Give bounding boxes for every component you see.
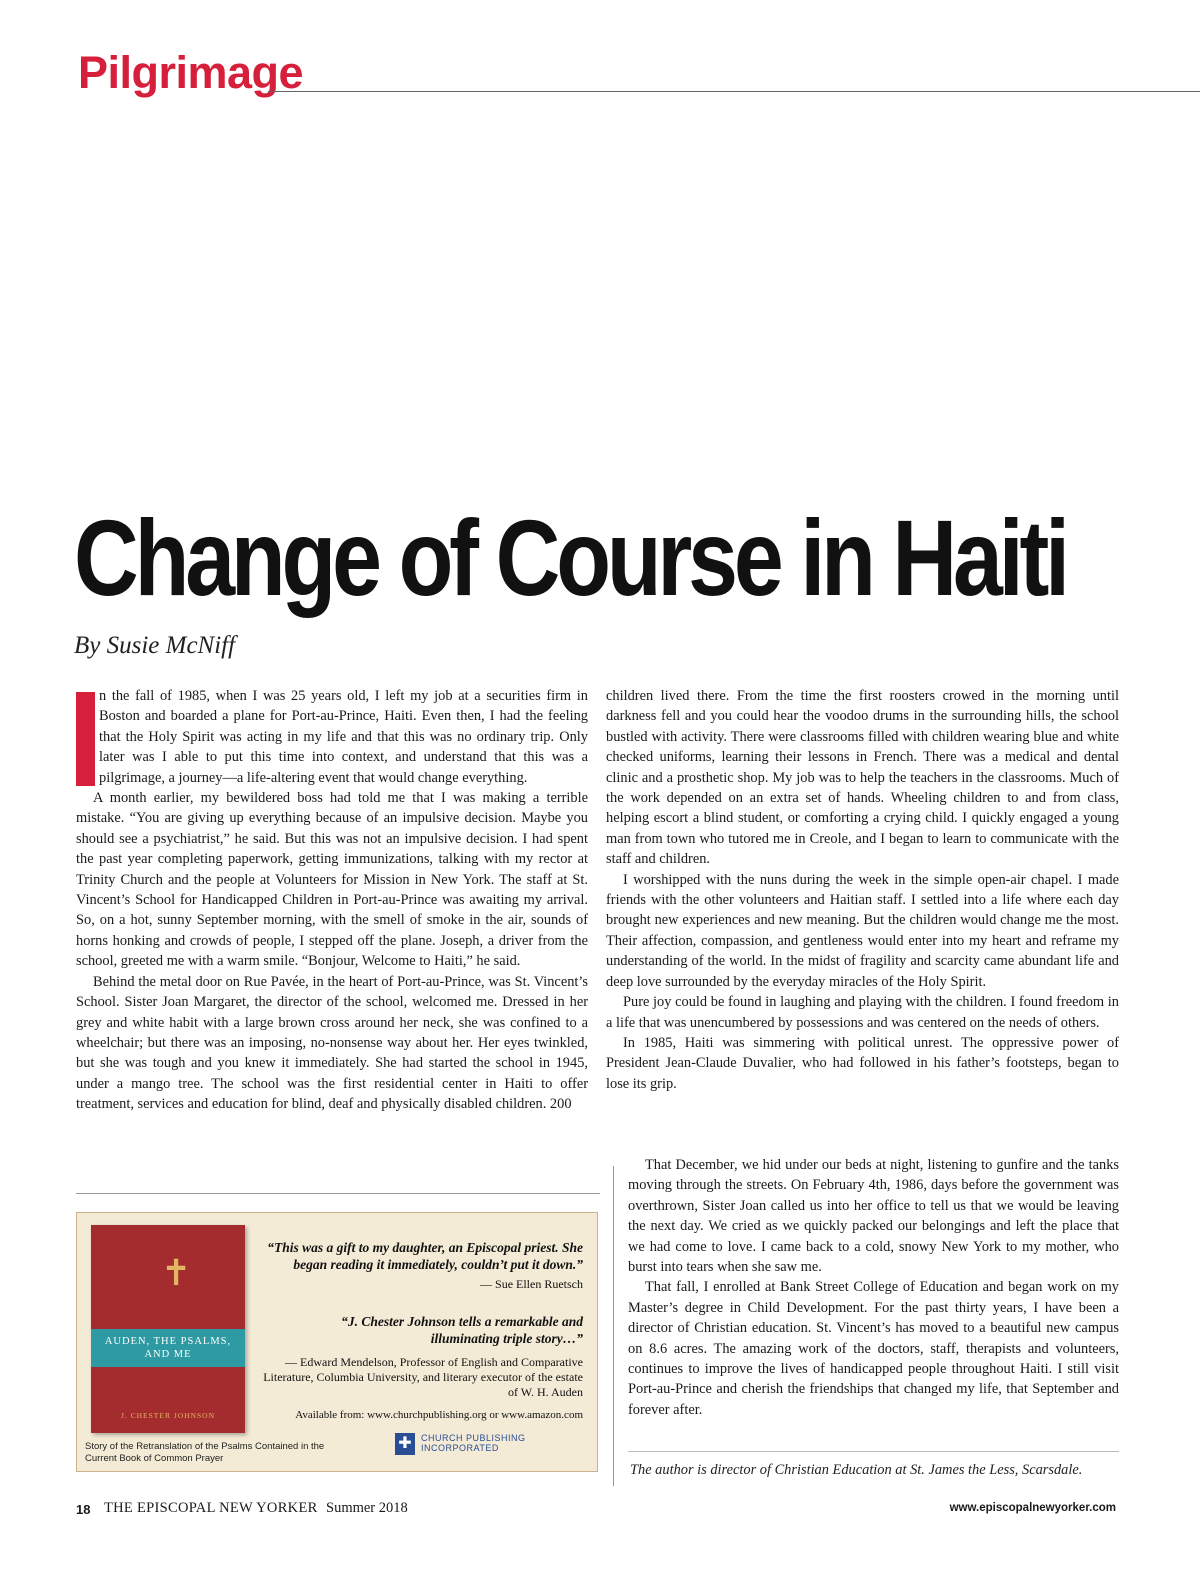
book-advertisement[interactable]	[76, 1212, 598, 1472]
paragraph-3: Behind the metal door on Rue Pavée, in the heart of Port-au-Prince, was St. Vincent’s School. Sister Joan Margaret, the director of the school, welcomed me. Dressed in her grey and white habit with a large brown cross around her neck, she was confined to a wheelchair; but there was an imposing, no-nonsense way about her. Her eyes twinkled, but she was tough and you knew it immediately. She had started the school in 1945, under a mango tree. The school was the first residential center in Haiti to offer treatment, services and education for blind, deaf and physically disabled children. 200	[76, 973, 588, 1113]
website-link[interactable]: www.episcopalnewyorker.com	[949, 1502, 1116, 1514]
church-publishing-logo-icon: ✚	[395, 1433, 415, 1455]
paragraph-1	[76, 686, 588, 788]
drop-cap	[76, 692, 95, 786]
ad-quote-1-attribution: — Sue Ellen Ruetsch	[480, 1277, 583, 1291]
section-title: Pilgrimage	[78, 47, 304, 98]
paragraph-4: I worshipped with the nuns during the week in the simple open-air chapel. I made friends with the other volunteers and Haitian staff. I settled into a life where each day brought new experiences and new meaning. But the children would change me the most. Their affection, compassion, and gentleness would enter into my heart and reframe my understanding of the world. In the midst of fragility and scarcity came abundant life and deep love surrounded by the everyday miracles of the Holy Spirit.	[606, 871, 1119, 990]
article-column-right	[606, 686, 1119, 1094]
book-author: J. CHESTER JOHNSON	[120, 1411, 216, 1420]
cross-icon: ✝	[161, 1253, 192, 1293]
section-header	[78, 44, 1200, 100]
ad-caption: Story of the Retranslation of the Psalms Contained in the Current Book of Common Prayer	[85, 1441, 325, 1464]
author-note: The author is director of Christian Education at St. James the Less, Scarsdale.	[630, 1462, 1083, 1478]
page-footer	[76, 1500, 1116, 1524]
publication-name: THE EPISCOPAL NEW YORKER	[104, 1500, 318, 1516]
ad-availability[interactable]: Available from: www.churchpublishing.org or www.amazon.com	[295, 1409, 583, 1421]
ad-divider	[76, 1193, 600, 1194]
paragraph-5: Pure joy could be found in laughing and playing with the children. I found freedom in a life that was unencumbered by possessions and was centered on the needs of others.	[606, 994, 1119, 1031]
article-column-left	[76, 686, 588, 1115]
issue-date: Summer 2018	[326, 1500, 408, 1516]
ad-quote-2: “J. Chester Johnson tells a remarkable and illuminating triple story…”	[341, 1314, 583, 1346]
paragraph-1-text: n the fall of 1985, when I was 25 years old, I left my job at a securities firm in Boston and boarded a plane for Port-au-Prince, Haiti. Even then, I had the feeling that the Holy Spirit was acting in my life and that this was no ordinary trip. Only later was I able to put this time into context, and understand that this was a pilgrimage, a journey—a life-altering event that would change everything.	[99, 688, 588, 786]
paragraph-3-continued: children lived there. From the time the first roosters crowed in the morning until darkness fell and you could hear the voodoo drums in the surrounding hills, the school bustled with activity. There were classrooms filled with children wearing blue and white checked uniforms, learning their lessons in French. There was a medical and dental clinic and a prosthetic shop. My job was to help the teachers in the classrooms. Much of the work depended on an extra set of hands. Wheeling children to and from class, helping escort a blind student, or comforting a crying child. I quickly engaged a young man from town who tutored me in Creole, and I began to learn to communicate with the staff and children.	[606, 688, 1119, 868]
article-column-right-lower	[628, 1155, 1119, 1420]
paragraph-6: In 1985, Haiti was simmering with political unrest. The oppressive power of President Jean-Claude Duvalier, who had followed in his father’s footsteps, began to lose its grip.	[606, 1034, 1119, 1092]
author-note-rule	[628, 1451, 1119, 1452]
article-headline: Change of Course in Haiti	[74, 497, 1066, 618]
paragraph-8: That fall, I enrolled at Bank Street College of Education and began work on my Master’s degree in Child Development. For the past thirty years, I have been a director of Christian education. St. Vincent’s has moved to a beautiful new campus on 8.6 acres. The amazing work of the doctors, staff, therapists and volunteers, continues to improve the lives of handicapped people throughout Haiti. I still visit Port-au-Prince and cherish the friendships that changed my life, that September and forever after.	[628, 1279, 1119, 1418]
book-title: AUDEN, THE PSALMS, AND ME	[104, 1336, 232, 1360]
section-rule	[268, 91, 1200, 92]
ad-quote-1: “This was a gift to my daughter, an Episcopal priest. She began reading it immediately, couldn’t put it down.”	[267, 1240, 583, 1272]
paragraph-2: A month earlier, my bewildered boss had told me that I was making a terrible mistake. “You are giving up everything because of an impulsive decision. Maybe you should see a psychiatrist,” he said. But this was not an impulsive decision. I had spent the past year completing paperwork, getting immunizations, talking with my rector at Trinity Church and the people at Volunteers for Mission in New York. The staff at St. Vincent’s School for Handicapped Children in Port-au-Prince was awaiting my arrival. So, on a hot, sunny September morning, with the smell of smoke in the air, sounds of horns honking and crowds of people, I stepped off the plane. Joseph, a driver from the school, greeted me with a warm smile. “Bonjour, Welcome to Haiti,” he said.	[76, 790, 588, 970]
page-number: 18	[76, 1502, 91, 1517]
publisher-name: CHURCH PUBLISHING INCORPORATED	[421, 1433, 526, 1453]
byline: By Susie McNiff	[74, 632, 236, 659]
column-divider	[613, 1166, 614, 1486]
book-cover	[91, 1225, 245, 1433]
paragraph-7: That December, we hid under our beds at night, listening to gunfire and the tanks moving through the streets. On February 4th, 1986, days before the government was overthrown, Sister Joan called us into her office to tell us that we would be leaving the next day. We cried as we quickly packed our belongings and left the place that we had come to love. I came back to a cold, snowy New York to my mother, who burst into tears when she saw me.	[628, 1157, 1119, 1276]
ad-quote-2-attribution: — Edward Mendelson, Professor of English and Comparative Literature, Columbia University, and literary executor of the estate of W. H. Auden	[263, 1355, 583, 1399]
